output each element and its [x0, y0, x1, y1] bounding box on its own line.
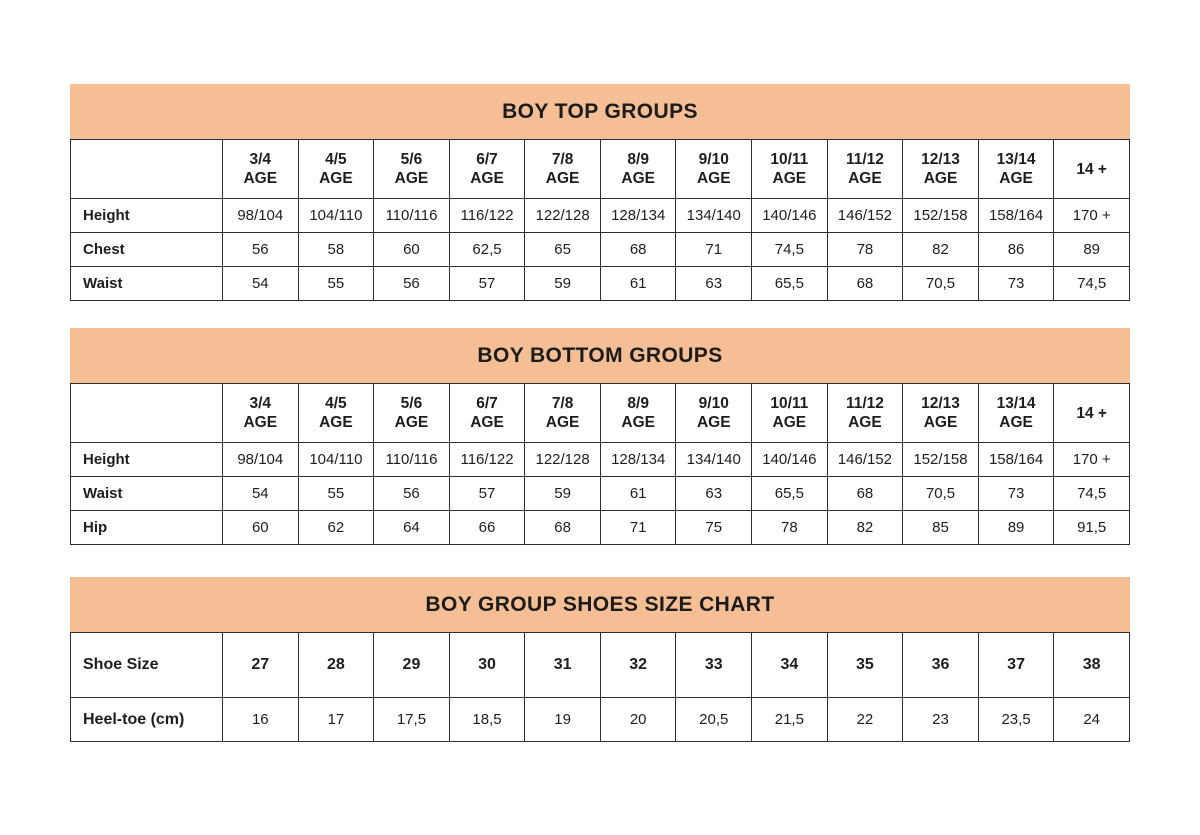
value-cell: 60	[374, 233, 450, 267]
value-cell: 170 +	[1054, 199, 1130, 233]
age-word-text: AGE	[470, 414, 504, 431]
age-range-text: 12/13	[921, 151, 960, 168]
age-word-text: AGE	[621, 170, 655, 187]
boy-shoes-size-table	[70, 632, 1130, 742]
row-label: Chest	[71, 233, 223, 267]
value-cell: 74,5	[1054, 267, 1130, 301]
row-label: Hip	[71, 511, 223, 545]
value-cell: 82	[827, 511, 903, 545]
age-word-text: AGE	[545, 170, 580, 187]
value-cell: 59	[525, 477, 601, 511]
row-label: Waist	[71, 477, 223, 511]
hip-row	[71, 511, 1130, 545]
heel-toe-row	[71, 698, 1130, 742]
value-cell: 63	[676, 267, 752, 301]
value-cell: 70,5	[903, 477, 979, 511]
age-header-row	[71, 140, 1130, 199]
age-word-text: AGE	[394, 414, 429, 431]
value-cell: 146/152	[827, 443, 903, 477]
age-word-text: AGE	[319, 170, 353, 187]
value-cell: 17,5	[374, 698, 450, 742]
value-cell: 146/152	[827, 199, 903, 233]
value-cell: 78	[752, 511, 828, 545]
value-cell: 78	[827, 233, 903, 267]
value-cell: 55	[298, 267, 374, 301]
table-title: BOY BOTTOM GROUPS	[477, 343, 723, 367]
value-cell: 140/146	[752, 199, 828, 233]
age-range-text: 7/8	[551, 151, 574, 168]
age-range-text: 12/13	[921, 395, 960, 412]
value-cell: 28	[298, 633, 374, 698]
age-column-header	[600, 140, 676, 199]
age-range-text: 8/9	[627, 395, 649, 412]
value-cell: 56	[223, 233, 299, 267]
value-cell: 57	[449, 267, 525, 301]
row-label: Shoe Size	[71, 633, 223, 698]
value-cell: 35	[827, 633, 903, 698]
age-range-text: 6/7	[476, 395, 498, 412]
height-row	[71, 199, 1130, 233]
corner-cell	[71, 140, 223, 199]
boy-bottom-groups-table	[70, 383, 1130, 545]
age-range-text: 7/8	[551, 395, 574, 412]
chest-row	[71, 233, 1130, 267]
row-label: Height	[71, 443, 223, 477]
value-cell: 158/164	[978, 199, 1054, 233]
row-label: Heel-toe (cm)	[71, 698, 223, 742]
age-range-text: 8/9	[627, 151, 649, 168]
value-cell: 20	[600, 698, 676, 742]
value-cell: 57	[449, 477, 525, 511]
age-word-text: AGE	[394, 170, 429, 187]
value-cell: 122/128	[525, 199, 601, 233]
value-cell: 65	[525, 233, 601, 267]
age-word-text: AGE	[470, 170, 504, 187]
boy-shoes-size-chart-section	[70, 577, 1130, 742]
age-word-text: AGE	[696, 414, 731, 431]
age-column-header	[827, 140, 903, 199]
age-range-text: 11/12	[845, 395, 884, 412]
value-cell: 60	[223, 511, 299, 545]
value-cell: 65,5	[752, 477, 828, 511]
age-word-text: AGE	[772, 170, 807, 187]
value-cell: 21,5	[752, 698, 828, 742]
value-cell: 17	[298, 698, 374, 742]
age-column-header	[978, 384, 1054, 443]
value-cell: 23,5	[978, 698, 1054, 742]
value-cell: 128/134	[600, 443, 676, 477]
row-label: Height	[71, 199, 223, 233]
age-column-header	[374, 384, 450, 443]
age-word-text: AGE	[923, 414, 958, 431]
value-cell: 20,5	[676, 698, 752, 742]
value-cell: 24	[1054, 698, 1130, 742]
boy-top-groups-section	[70, 84, 1130, 301]
value-cell: 89	[978, 511, 1054, 545]
age-range-text: 13/14	[996, 151, 1036, 168]
value-cell: 18,5	[449, 698, 525, 742]
value-cell: 73	[978, 267, 1054, 301]
age-word-text: AGE	[621, 414, 655, 431]
age-column-header	[827, 384, 903, 443]
age-column-header	[525, 140, 601, 199]
row-label: Waist	[71, 267, 223, 301]
value-cell: 170 +	[1054, 443, 1130, 477]
value-cell: 85	[903, 511, 979, 545]
age-word-text: AGE	[319, 414, 353, 431]
age-range-text: 4/5	[325, 395, 347, 412]
shoe-size-row	[71, 633, 1130, 698]
value-cell: 110/116	[374, 443, 450, 477]
age-word-text: AGE	[243, 414, 278, 431]
value-cell: 98/104	[223, 443, 299, 477]
age-range-text: 3/4	[249, 151, 272, 168]
value-cell: 34	[752, 633, 828, 698]
age-range-text: 10/11	[770, 151, 809, 168]
value-cell: 27	[223, 633, 299, 698]
waist-row	[71, 477, 1130, 511]
value-cell: 31	[525, 633, 601, 698]
value-cell: 68	[827, 477, 903, 511]
age-range-text: 13/14	[996, 395, 1036, 412]
age-column-header	[752, 140, 828, 199]
age-range-text: 14 +	[1076, 404, 1107, 422]
age-column-header	[600, 384, 676, 443]
age-range-text: 3/4	[249, 395, 272, 412]
shoes-chart-title-band	[70, 577, 1130, 632]
value-cell: 30	[449, 633, 525, 698]
value-cell: 59	[525, 267, 601, 301]
age-column-header	[1054, 384, 1130, 443]
value-cell: 75	[676, 511, 752, 545]
value-cell: 68	[525, 511, 601, 545]
value-cell: 140/146	[752, 443, 828, 477]
value-cell: 64	[374, 511, 450, 545]
age-column-header	[676, 140, 752, 199]
age-range-text: 9/10	[698, 395, 729, 412]
value-cell: 158/164	[978, 443, 1054, 477]
value-cell: 16	[223, 698, 299, 742]
value-cell: 70,5	[903, 267, 979, 301]
value-cell: 37	[978, 633, 1054, 698]
height-row	[71, 443, 1130, 477]
value-cell: 86	[978, 233, 1054, 267]
waist-row	[71, 267, 1130, 301]
age-word-text: AGE	[923, 170, 958, 187]
age-range-text: 5/6	[400, 151, 423, 168]
value-cell: 33	[676, 633, 752, 698]
value-cell: 56	[374, 477, 450, 511]
age-range-text: 10/11	[770, 395, 809, 412]
age-word-text: AGE	[848, 414, 882, 431]
age-range-text: 6/7	[476, 151, 498, 168]
age-range-text: 5/6	[400, 395, 423, 412]
value-cell: 122/128	[525, 443, 601, 477]
value-cell: 62	[298, 511, 374, 545]
age-header-row	[71, 384, 1130, 443]
value-cell: 19	[525, 698, 601, 742]
value-cell: 38	[1054, 633, 1130, 698]
value-cell: 58	[298, 233, 374, 267]
value-cell: 134/140	[676, 199, 752, 233]
age-column-header	[298, 140, 374, 199]
age-column-header	[223, 140, 299, 199]
table-title: BOY GROUP SHOES SIZE CHART	[425, 592, 775, 616]
age-word-text: AGE	[772, 414, 807, 431]
value-cell: 56	[374, 267, 450, 301]
age-word-text: AGE	[999, 170, 1033, 187]
value-cell: 116/122	[449, 443, 525, 477]
value-cell: 82	[903, 233, 979, 267]
age-column-header	[1054, 140, 1130, 199]
value-cell: 104/110	[298, 199, 374, 233]
age-column-header	[525, 384, 601, 443]
value-cell: 36	[903, 633, 979, 698]
value-cell: 68	[827, 267, 903, 301]
age-word-text: AGE	[848, 170, 882, 187]
value-cell: 104/110	[298, 443, 374, 477]
value-cell: 54	[223, 477, 299, 511]
value-cell: 63	[676, 477, 752, 511]
boy-bottom-groups-title-band	[70, 328, 1130, 383]
corner-cell	[71, 384, 223, 443]
value-cell: 110/116	[374, 199, 450, 233]
value-cell: 74,5	[1054, 477, 1130, 511]
age-column-header	[978, 140, 1054, 199]
age-range-text: 4/5	[325, 151, 347, 168]
age-range-text: 14 +	[1076, 160, 1107, 178]
value-cell: 61	[600, 477, 676, 511]
value-cell: 91,5	[1054, 511, 1130, 545]
boy-top-groups-title-band	[70, 84, 1130, 139]
value-cell: 71	[600, 511, 676, 545]
age-word-text: AGE	[545, 414, 580, 431]
value-cell: 73	[978, 477, 1054, 511]
age-column-header	[903, 140, 979, 199]
age-column-header	[298, 384, 374, 443]
age-column-header	[752, 384, 828, 443]
value-cell: 98/104	[223, 199, 299, 233]
value-cell: 55	[298, 477, 374, 511]
value-cell: 54	[223, 267, 299, 301]
value-cell: 68	[600, 233, 676, 267]
value-cell: 134/140	[676, 443, 752, 477]
age-column-header	[676, 384, 752, 443]
value-cell: 29	[374, 633, 450, 698]
age-column-header	[223, 384, 299, 443]
value-cell: 74,5	[752, 233, 828, 267]
value-cell: 66	[449, 511, 525, 545]
value-cell: 65,5	[752, 267, 828, 301]
value-cell: 71	[676, 233, 752, 267]
value-cell: 152/158	[903, 443, 979, 477]
value-cell: 152/158	[903, 199, 979, 233]
value-cell: 116/122	[449, 199, 525, 233]
boy-bottom-groups-section	[70, 328, 1130, 545]
value-cell: 62,5	[449, 233, 525, 267]
boy-top-groups-table	[70, 139, 1130, 301]
age-word-text: AGE	[696, 170, 731, 187]
age-column-header	[449, 384, 525, 443]
value-cell: 22	[827, 698, 903, 742]
value-cell: 89	[1054, 233, 1130, 267]
value-cell: 61	[600, 267, 676, 301]
age-word-text: AGE	[243, 170, 278, 187]
age-word-text: AGE	[999, 414, 1033, 431]
age-range-text: 9/10	[698, 151, 729, 168]
value-cell: 23	[903, 698, 979, 742]
age-column-header	[374, 140, 450, 199]
table-title: BOY TOP GROUPS	[502, 99, 698, 123]
age-range-text: 11/12	[845, 151, 884, 168]
age-column-header	[449, 140, 525, 199]
value-cell: 128/134	[600, 199, 676, 233]
value-cell: 32	[600, 633, 676, 698]
age-column-header	[903, 384, 979, 443]
